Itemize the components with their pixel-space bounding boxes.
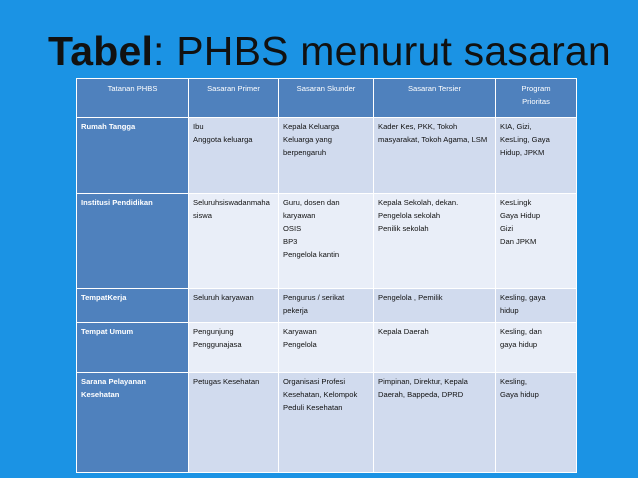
cell-line: Gizi — [500, 224, 514, 233]
table-header-row — [77, 79, 577, 118]
header-program-line: Prioritas — [522, 97, 550, 106]
cell-line: berpengaruh — [283, 148, 327, 157]
cell-line: Dan JPKM — [500, 237, 537, 246]
cell-line: Keluarga yang — [283, 135, 332, 144]
header-primer: Sasaran Primer — [189, 79, 279, 118]
cell-line: masyarakat, Tokoh Agama, LSM — [378, 135, 488, 144]
cell-program — [496, 194, 577, 289]
cell-line: Seluruh karyawan — [193, 293, 254, 302]
cell-line: OSIS — [283, 224, 302, 233]
cell-line: BP3 — [283, 237, 298, 246]
table-row — [77, 194, 577, 289]
cell-tersier — [374, 118, 496, 194]
phbs-table — [76, 78, 577, 473]
cell-skunder — [279, 118, 374, 194]
cell-program — [496, 289, 577, 323]
cell-line: Pimpinan, Direktur, Kepala — [378, 377, 468, 386]
cell-line: Kepala Sekolah, dekan. — [378, 198, 459, 207]
cell-line: Penilik sekolah — [378, 224, 429, 233]
header-program-line: Program — [521, 84, 551, 93]
header-tatanan: Tatanan PHBS — [77, 79, 189, 118]
slide-title-bold: Tabel — [48, 28, 154, 74]
cell-line: KIA, Gizi, — [500, 122, 532, 131]
cell-line: Kesling, dan — [500, 327, 542, 336]
cell-line: Gaya hidup — [500, 390, 539, 399]
cell-line: Kesling, gaya — [500, 293, 546, 302]
cell-program — [496, 373, 577, 473]
table-row — [77, 289, 577, 323]
row-label: Tempat Umum — [77, 323, 189, 373]
cell-line: Daerah, Bappeda, DPRD — [378, 390, 464, 399]
header-tersier: Sasaran Tersier — [374, 79, 496, 118]
cell-line: Pengelola — [283, 340, 317, 349]
cell-line: Seluruhsiswadanmaha — [193, 198, 270, 207]
cell-tersier — [374, 323, 496, 373]
cell-line: Organisasi Profesi — [283, 377, 346, 386]
cell-primer — [189, 373, 279, 473]
cell-line: Anggota keluarga — [193, 135, 253, 144]
cell-program — [496, 118, 577, 194]
row-label: Sarana Pelayanan Kesehatan — [77, 373, 189, 473]
cell-line: gaya hidup — [500, 340, 538, 349]
cell-line: Kepala Daerah — [378, 327, 429, 336]
table-row — [77, 323, 577, 373]
cell-line: Pengunjung — [193, 327, 234, 336]
cell-primer — [189, 323, 279, 373]
cell-primer — [189, 194, 279, 289]
table-row — [77, 118, 577, 194]
cell-tersier — [374, 289, 496, 323]
cell-line: hidup — [500, 306, 519, 315]
cell-line: pekerja — [283, 306, 308, 315]
cell-line: Kesling, — [500, 377, 528, 386]
cell-program — [496, 323, 577, 373]
slide-title — [48, 26, 611, 76]
cell-skunder — [279, 323, 374, 373]
cell-line: KesLing, Gaya — [500, 135, 550, 144]
cell-line: Pengelola , Pemilik — [378, 293, 443, 302]
cell-line: Kader Kes, PKK, Tokoh — [378, 122, 458, 131]
cell-skunder — [279, 194, 374, 289]
cell-tersier — [374, 373, 496, 473]
cell-line: Guru, dosen dan — [283, 198, 340, 207]
cell-line: karyawan — [283, 211, 316, 220]
cell-line: Pengelola kantin — [283, 250, 340, 259]
cell-skunder — [279, 289, 374, 323]
table-row — [77, 373, 577, 473]
cell-line: Pengelola sekolah — [378, 211, 441, 220]
row-label: Institusi Pendidikan — [77, 194, 189, 289]
cell-line: Gaya Hidup — [500, 211, 541, 220]
cell-line: KesLingk — [500, 198, 532, 207]
cell-line: Penggunajasa — [193, 340, 242, 349]
cell-line: Petugas Kesehatan — [193, 377, 260, 386]
cell-line: Karyawan — [283, 327, 317, 336]
header-program — [496, 79, 577, 118]
cell-primer — [189, 118, 279, 194]
cell-primer — [189, 289, 279, 323]
row-label: TempatKerja — [77, 289, 189, 323]
cell-line: Kesehatan, Kelompok — [283, 390, 358, 399]
cell-line: siswa — [193, 211, 212, 220]
cell-skunder — [279, 373, 374, 473]
header-skunder: Sasaran Skunder — [279, 79, 374, 118]
cell-line: Kepala Keluarga — [283, 122, 340, 131]
cell-line: Pengurus / serikat — [283, 293, 345, 302]
slide-title-rest: : PHBS menurut sasaran — [153, 28, 611, 74]
cell-tersier — [374, 194, 496, 289]
row-label: Rumah Tangga — [77, 118, 189, 194]
cell-line: Peduli Kesehatan — [283, 403, 343, 412]
cell-line: Hidup, JPKM — [500, 148, 545, 157]
cell-line: Ibu — [193, 122, 204, 131]
